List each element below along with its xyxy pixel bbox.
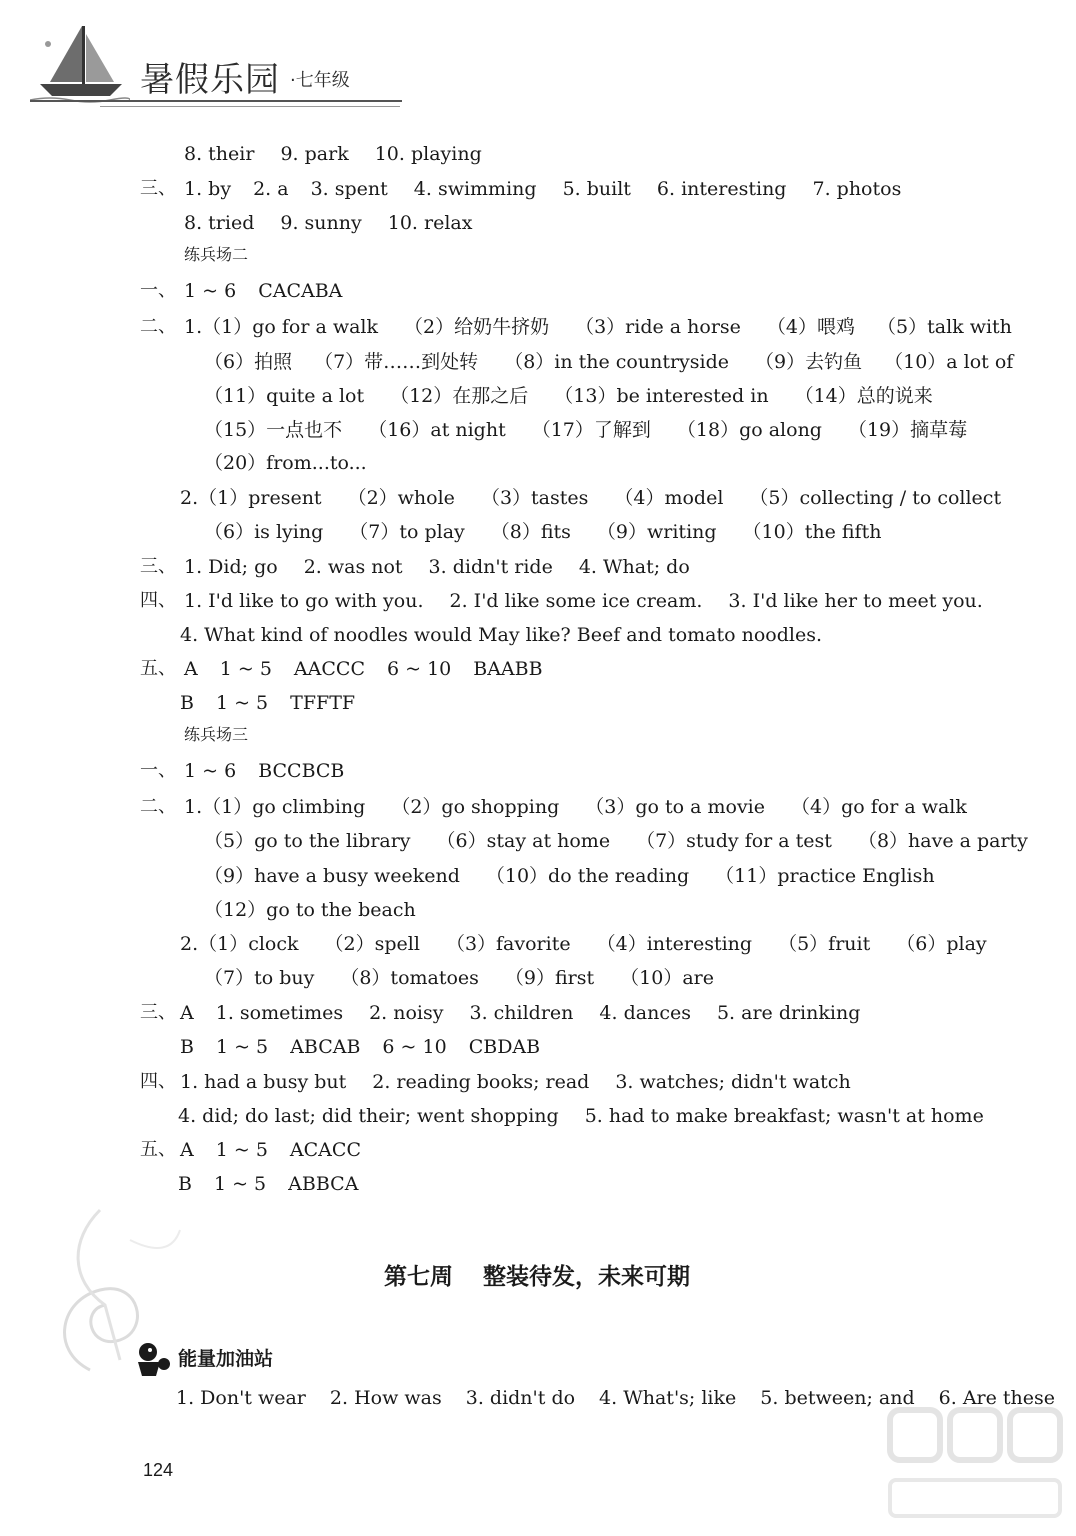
header-rule-thin bbox=[100, 106, 400, 107]
answer-item: 2. I'd like some ice cream. bbox=[449, 590, 703, 612]
energy-station-title: 能量加油站 bbox=[178, 1348, 274, 1370]
answer-item: （8）tomatoes bbox=[340, 967, 479, 989]
answer-item: 2. noisy bbox=[369, 1002, 444, 1024]
header-title: 暑假乐园 bbox=[140, 60, 280, 100]
section-heading: 练兵场三 bbox=[184, 725, 249, 744]
section-heading: 练兵场二 bbox=[184, 245, 249, 264]
section-marker: 二、 bbox=[140, 316, 176, 337]
answer-item: （3）ride a horse bbox=[575, 316, 741, 338]
answer-item: （12）go to the beach bbox=[204, 899, 416, 921]
answer-item: 1 ~ 5 bbox=[215, 692, 269, 714]
section-marker: 四、 bbox=[140, 590, 176, 611]
answer-item: （7）带……到处转 bbox=[314, 351, 479, 373]
answer-item: 2.（1）present bbox=[180, 487, 322, 509]
answer-item: （19）摘草莓 bbox=[847, 419, 968, 441]
answer-item: （12）在那之后 bbox=[390, 385, 529, 407]
answer-item: 1. Did; go bbox=[184, 556, 278, 578]
section-marker: 三、 bbox=[140, 178, 176, 199]
answer-item: （13）be interested in bbox=[554, 385, 769, 407]
answer-item: 4. did; do last; did their; went shopping bbox=[178, 1105, 559, 1127]
answer-item: 8. tried bbox=[184, 212, 255, 234]
answer-item: （5）fruit bbox=[778, 933, 871, 955]
answer-line bbox=[180, 486, 1027, 510]
answer-item: （5）collecting / to collect bbox=[749, 487, 1002, 509]
answer-item: 3. I'd like her to meet you. bbox=[728, 590, 983, 612]
answer-line bbox=[184, 795, 993, 819]
answer-item: （5）go to the library bbox=[204, 830, 411, 852]
answer-item: （6）stay at home bbox=[436, 830, 611, 852]
answer-line bbox=[204, 520, 907, 544]
answer-item: 6 ~ 10 bbox=[386, 658, 452, 680]
answer-line bbox=[204, 451, 393, 475]
answer-item: （10）the fifth bbox=[742, 521, 882, 543]
answer-item: 6 ~ 10 bbox=[382, 1036, 447, 1058]
answer-item: 4. swimming bbox=[413, 178, 537, 200]
answer-line bbox=[204, 384, 959, 408]
answer-item: 8. their bbox=[184, 143, 255, 165]
answer-item: （17）了解到 bbox=[531, 419, 651, 441]
answer-item: 2. reading books; read bbox=[372, 1071, 590, 1093]
answer-item: （3）favorite bbox=[445, 933, 571, 955]
answer-line bbox=[184, 589, 1009, 613]
answer-item: （8）fits bbox=[490, 521, 571, 543]
answer-line bbox=[204, 966, 740, 990]
answer-item: （16）at night bbox=[368, 419, 506, 441]
answer-item: （8）in the countryside bbox=[504, 351, 730, 373]
answer-item: 1. sometimes bbox=[215, 1002, 344, 1024]
answer-item: （3）tastes bbox=[480, 487, 589, 509]
answer-item: ACACC bbox=[289, 1139, 361, 1161]
answer-item: 1 ~ 6 bbox=[184, 760, 237, 782]
answer-item: TFFTF bbox=[290, 692, 356, 714]
answer-item: BCCBCB bbox=[258, 760, 345, 782]
answer-item: （2）go shopping bbox=[391, 796, 560, 818]
answer-item: 3. children bbox=[469, 1002, 574, 1024]
answer-item: （10）are bbox=[620, 967, 714, 989]
answer-item: （9）first bbox=[504, 967, 595, 989]
answer-item: ABBCA bbox=[288, 1173, 359, 1195]
answer-line bbox=[180, 691, 377, 715]
answer-item: B bbox=[180, 692, 194, 714]
energy-answer-item: 4. What's; like bbox=[599, 1387, 737, 1409]
answer-line bbox=[180, 1070, 877, 1094]
watermark-logo-icon bbox=[880, 1400, 1070, 1530]
week-title bbox=[384, 1258, 690, 1291]
answer-item: （2）spell bbox=[324, 933, 420, 955]
answer-item: A bbox=[184, 658, 198, 680]
answer-item: 2. was not bbox=[303, 556, 403, 578]
section-marker: 二、 bbox=[140, 796, 176, 817]
answer-item: （10）a lot of bbox=[884, 351, 1014, 373]
answer-line bbox=[184, 211, 498, 235]
answer-line bbox=[184, 759, 366, 783]
answer-item: （6）play bbox=[896, 933, 987, 955]
answer-line bbox=[204, 829, 1054, 853]
answer-item: 1 ~ 5 bbox=[215, 1139, 268, 1161]
answer-item: 5. are drinking bbox=[716, 1002, 861, 1024]
cartoon-figure-icon bbox=[130, 1338, 174, 1378]
answer-item: BAABB bbox=[473, 658, 543, 680]
week-theme: 整装待发，未来可期 bbox=[483, 1264, 690, 1290]
header-grade: ·七年级 bbox=[290, 70, 350, 91]
answer-line bbox=[184, 142, 508, 166]
answer-item: AACCC bbox=[293, 658, 365, 680]
answer-line bbox=[204, 864, 961, 888]
answer-item: （14）总的说来 bbox=[794, 385, 933, 407]
answer-line bbox=[180, 1001, 886, 1025]
answer-item: （4）model bbox=[614, 487, 724, 509]
answer-item: 5. had to make breakfast; wasn't at home bbox=[584, 1105, 984, 1127]
answer-item: （7）to buy bbox=[204, 967, 315, 989]
answer-item: 9. park bbox=[280, 143, 349, 165]
answer-line bbox=[178, 1104, 1010, 1128]
energy-answer-item: 1. Don't wear bbox=[176, 1387, 306, 1409]
answer-item: （2）whole bbox=[347, 487, 455, 509]
answer-item: 1. by bbox=[184, 178, 232, 200]
section-marker: 一、 bbox=[140, 280, 176, 301]
answer-item: （3）go to a movie bbox=[585, 796, 766, 818]
answer-item: （8）have a party bbox=[857, 830, 1028, 852]
answer-item: 1 ~ 5 bbox=[215, 1036, 269, 1058]
answer-line bbox=[180, 1035, 562, 1059]
answer-item: B bbox=[178, 1173, 192, 1195]
answer-item: （18）go along bbox=[676, 419, 822, 441]
energy-answer-item: 3. didn't do bbox=[465, 1387, 576, 1409]
answer-item: （7）study for a test bbox=[636, 830, 832, 852]
answer-item: 5. built bbox=[562, 178, 631, 200]
answer-line bbox=[184, 177, 927, 201]
answer-item: （7）to play bbox=[349, 521, 465, 543]
answer-item: （9）have a busy weekend bbox=[204, 865, 460, 887]
header-rule bbox=[30, 100, 402, 102]
answer-item: A bbox=[180, 1002, 194, 1024]
answer-item: 2. a bbox=[253, 178, 289, 200]
page-header bbox=[0, 0, 1076, 130]
section-marker: 五、 bbox=[140, 1139, 176, 1160]
answer-item: 3. spent bbox=[310, 178, 388, 200]
answer-item: CBDAB bbox=[468, 1036, 541, 1058]
answer-item: （6）is lying bbox=[204, 521, 324, 543]
answer-item: 1 ~ 5 bbox=[213, 1173, 267, 1195]
answer-item: （9）去钓鱼 bbox=[755, 351, 863, 373]
section-marker: 三、 bbox=[140, 556, 176, 577]
answer-item: 2.（1）clock bbox=[180, 933, 299, 955]
answer-item: 4. dances bbox=[599, 1002, 691, 1024]
answer-item: （11）quite a lot bbox=[204, 385, 365, 407]
answer-line bbox=[204, 350, 1039, 374]
energy-answer-item: 2. How was bbox=[329, 1387, 442, 1409]
answer-item: 1.（1）go for a walk bbox=[184, 316, 378, 338]
answer-item: （5）talk with bbox=[877, 316, 1012, 338]
answer-item: （15）一点也不 bbox=[204, 419, 343, 441]
answer-item: 6. interesting bbox=[656, 178, 787, 200]
answer-item: 1. I'd like to go with you. bbox=[184, 590, 424, 612]
answer-item: （4）interesting bbox=[596, 933, 753, 955]
energy-answer-item: 6. Are these bbox=[938, 1387, 1056, 1409]
answer-line bbox=[184, 657, 565, 681]
page-number: 124 bbox=[143, 1460, 174, 1480]
answer-item: 4. What kind of noodles would May like? Beef and tomato noodles. bbox=[180, 624, 822, 646]
answer-item: （6）拍照 bbox=[204, 351, 293, 373]
answer-item: 4. What; do bbox=[578, 556, 690, 578]
answer-item: 1. had a busy but bbox=[180, 1071, 347, 1093]
answer-line bbox=[178, 1172, 380, 1196]
answer-item: （4）go for a walk bbox=[791, 796, 967, 818]
answer-item: （2）给奶牛挤奶 bbox=[404, 316, 550, 338]
answer-line bbox=[180, 623, 848, 647]
answer-item: 1.（1）go climbing bbox=[184, 796, 366, 818]
answer-item: ABCAB bbox=[290, 1036, 361, 1058]
answer-item: 3. watches; didn't watch bbox=[615, 1071, 851, 1093]
answer-item: CACABA bbox=[258, 280, 343, 302]
answer-line bbox=[204, 898, 442, 922]
answer-item: 10. playing bbox=[374, 143, 482, 165]
answer-item: A bbox=[180, 1139, 194, 1161]
answer-item: 1 ~ 5 bbox=[219, 658, 272, 680]
answer-line bbox=[180, 932, 1013, 956]
answer-line bbox=[184, 279, 364, 303]
answer-item: 3. didn't ride bbox=[428, 556, 553, 578]
answer-line bbox=[204, 418, 993, 442]
sailboat-icon bbox=[30, 22, 130, 104]
answer-item: B bbox=[180, 1036, 194, 1058]
energy-answer-item: 5. between; and bbox=[760, 1387, 915, 1409]
section-marker: 三、 bbox=[140, 1002, 176, 1023]
answer-item: 10. relax bbox=[387, 212, 473, 234]
answer-item: （9）writing bbox=[596, 521, 717, 543]
section-marker: 四、 bbox=[140, 1071, 176, 1092]
answer-item: （4）喂鸡 bbox=[766, 316, 856, 338]
answer-item: 7. photos bbox=[812, 178, 902, 200]
answer-item: 1 ~ 6 bbox=[184, 280, 237, 302]
answer-line bbox=[184, 315, 1038, 339]
week-number: 第七周 bbox=[384, 1264, 453, 1290]
answer-item: 9. sunny bbox=[280, 212, 362, 234]
answer-item: （20）from...to... bbox=[204, 452, 367, 474]
answer-line bbox=[184, 555, 716, 579]
answer-line bbox=[180, 1138, 383, 1162]
section-marker: 一、 bbox=[140, 760, 176, 781]
answer-item: （10）do the reading bbox=[485, 865, 690, 887]
section-marker: 五、 bbox=[140, 658, 176, 679]
answer-item: （11）practice English bbox=[715, 865, 935, 887]
